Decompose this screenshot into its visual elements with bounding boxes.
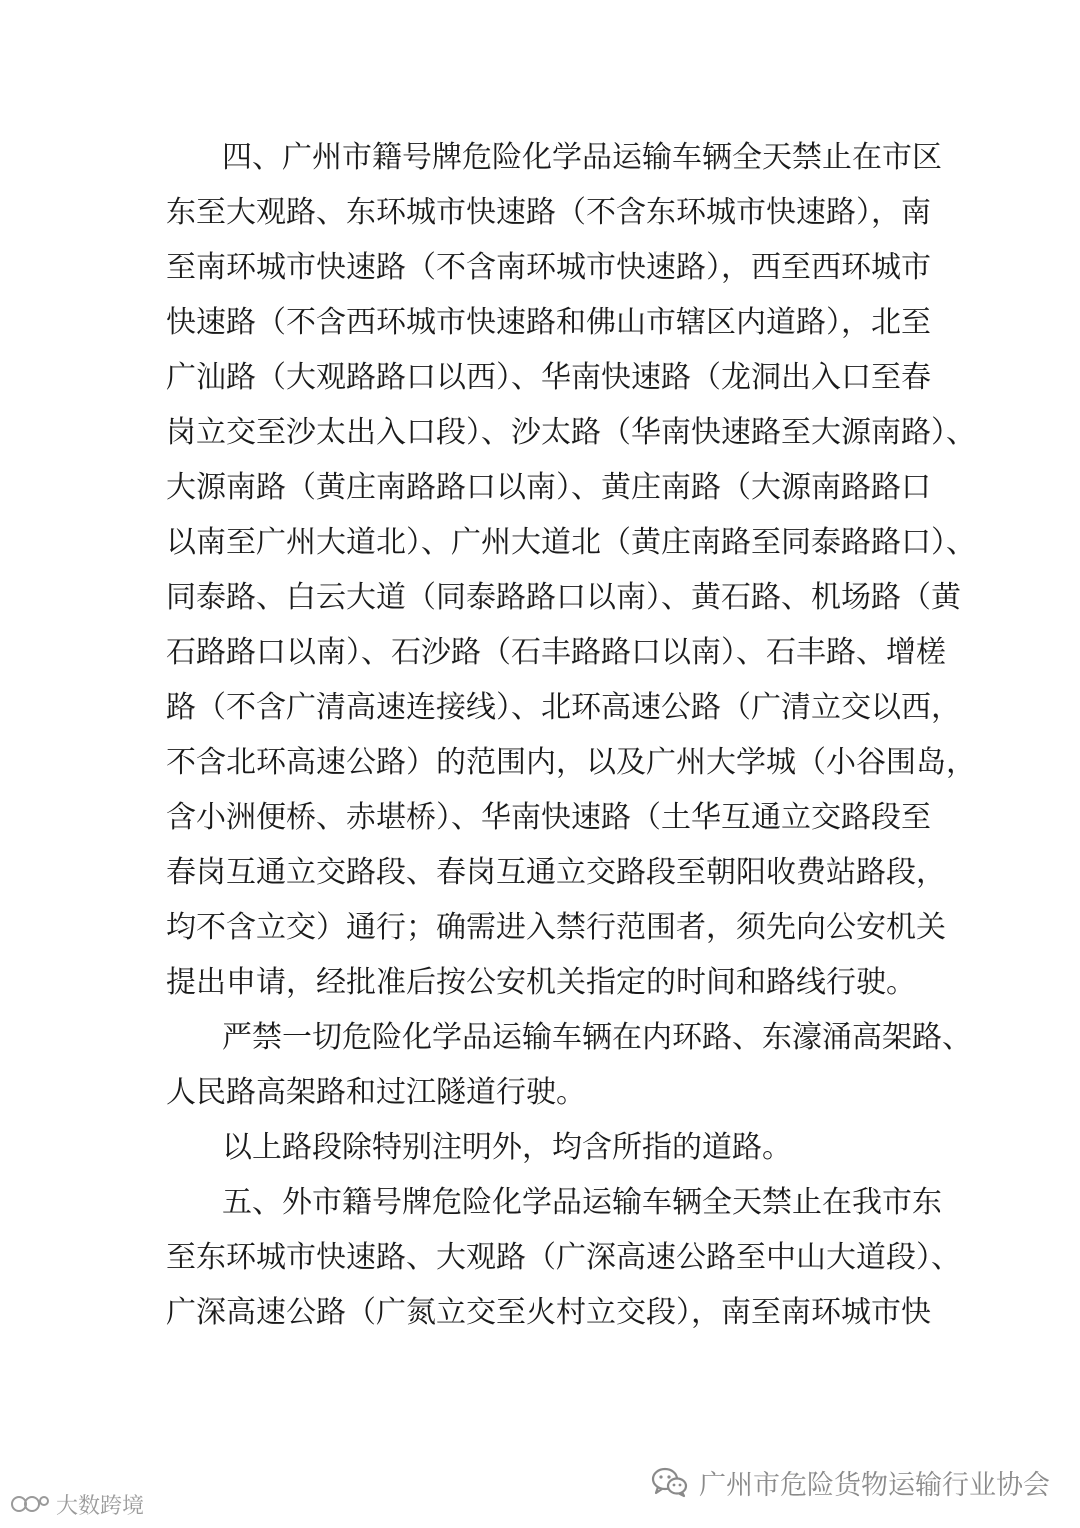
paragraph-line: 石路路口以南）、石沙路（石丰路路口以南）、石丰路、增槎 bbox=[166, 635, 946, 670]
paragraph-line: 至东环城市快速路、大观路（广深高速公路至中山大道段）、 bbox=[166, 1240, 961, 1275]
paragraph-line: 大源南路（黄庄南路路口以南）、黄庄南路（大源南路路口 bbox=[166, 470, 931, 505]
paragraph-line: 同泰路、白云大道（同泰路路口以南）、黄石路、机场路（黄 bbox=[166, 580, 961, 615]
paragraph-line: 以上路段除特别注明外，均含所指的道路。 bbox=[222, 1130, 792, 1165]
paragraph-line: 岗立交至沙太出入口段）、沙太路（华南快速路至大源南路）、 bbox=[166, 415, 976, 450]
brand-logo-icon bbox=[10, 1493, 50, 1515]
paragraph-line: 广深高速公路（广氮立交至火村立交段），南至南环城市快 bbox=[166, 1295, 931, 1330]
paragraph-line: 春岗互通立交路段、春岗互通立交路段至朝阳收费站路段， bbox=[166, 855, 946, 890]
paragraph-line: 五、外市籍号牌危险化学品运输车辆全天禁止在我市东 bbox=[222, 1185, 942, 1220]
paragraph-line: 人民路高架路和过江隧道行驶。 bbox=[166, 1075, 586, 1110]
paragraph-line: 提出申请，经批准后按公安机关指定的时间和路线行驶。 bbox=[166, 965, 916, 1000]
paragraph-line: 不含北环高速公路）的范围内，以及广州大学城（小谷围岛， bbox=[166, 745, 976, 780]
paragraph-line: 至南环城市快速路（不含南环城市快速路），西至西环城市 bbox=[166, 250, 931, 285]
paragraph-line: 均不含立交）通行；确需进入禁行范围者，须先向公安机关 bbox=[166, 910, 946, 945]
paragraph-line: 以南至广州大道北）、广州大道北（黄庄南路至同泰路路口）、 bbox=[166, 525, 976, 560]
paragraph-line: 含小洲便桥、赤堪桥）、华南快速路（土华互通立交路段至 bbox=[166, 800, 931, 835]
watermark-platform-name: 大数跨境 bbox=[56, 1493, 145, 1519]
platform-watermark bbox=[10, 1488, 144, 1520]
paragraph-line: 路（不含广清高速连接线）、北环高速公路（广清立交以西， bbox=[166, 690, 961, 725]
watermark-account-name: 广州市危险货物运输行业协会 bbox=[699, 1469, 1050, 1501]
wechat-icon bbox=[651, 1466, 689, 1498]
paragraph-line: 严禁一切危险化学品运输车辆在内环路、东濠涌高架路、 bbox=[222, 1020, 972, 1055]
wechat-account-watermark bbox=[651, 1462, 1050, 1502]
paragraph-line: 广汕路（大观路路口以西）、华南快速路（龙洞出入口至春 bbox=[166, 360, 931, 395]
paragraph-line: 快速路（不含西环城市快速路和佛山市辖区内道路），北至 bbox=[166, 305, 931, 340]
paragraph-line: 四、广州市籍号牌危险化学品运输车辆全天禁止在市区 bbox=[222, 140, 942, 175]
paragraph-line: 东至大观路、东环城市快速路（不含东环城市快速路），南 bbox=[166, 195, 931, 230]
